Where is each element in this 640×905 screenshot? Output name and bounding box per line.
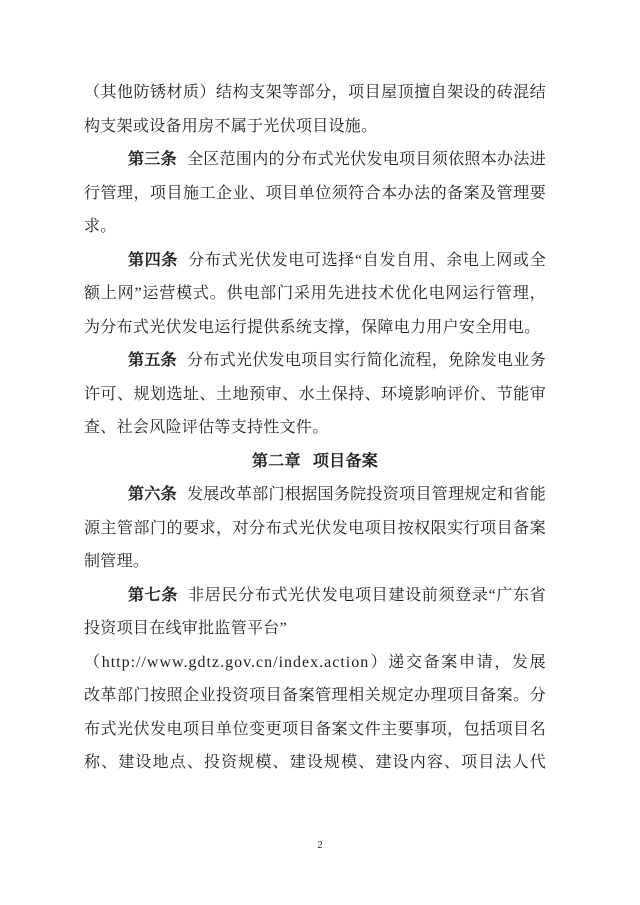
article-7-label: 第七条 <box>128 586 179 604</box>
article-3 <box>84 143 546 244</box>
paragraph-url-continuation <box>84 646 546 780</box>
chapter-2-heading <box>84 445 546 479</box>
paragraph-continuation-top: （其他防锈材质）结构支架等部分，项目屋顶擅自架设的砖混结构支架或设备用房不属于光伏项目设施。 <box>84 84 546 135</box>
article-3-label: 第三条 <box>128 151 177 168</box>
document-body <box>84 76 546 780</box>
paragraph-url-continuation-text: ）递交备案申请，发展改革部门按照企业投资项目备案管理相关规定办理项目备案。分布式光伏发电项目单位变更项目备案文件主要事项，包括项目名称、建设地点、投资规模、建设规模、建设内容、项目法人代 <box>84 653 546 771</box>
article-5 <box>84 344 546 445</box>
article-6 <box>84 478 546 579</box>
article-7-text: 非居民分布式光伏发电项目建设前须登录“广东省投资项目在线审批监管平台” <box>84 586 546 637</box>
page-number: 2 <box>317 839 323 851</box>
article-5-text: 分布式光伏发电项目实行简化流程，免除发电业务许可、规划选址、土地预审、水土保持、环境影响评价、节能审查、社会风险评估等支持性文件。 <box>84 352 546 436</box>
chapter-2-title: 项目备案 <box>312 452 379 470</box>
article-3-text: 全区范围内的分布式光伏发电项目须依照本办法进行管理，项目施工企业、项目单位须符合本办法的备案及管理要求。 <box>84 151 546 235</box>
article-4-label: 第四条 <box>128 251 179 269</box>
article-5-label: 第五条 <box>128 352 177 369</box>
platform-url: http://www.gdtz.gov.cn/index.action <box>101 653 370 671</box>
article-4 <box>84 244 546 345</box>
article-7 <box>84 579 546 646</box>
chapter-2-label: 第二章 <box>251 452 301 470</box>
article-6-text: 发展改革部门根据国务院投资项目管理规定和省能源主管部门的要求，对分布式光伏发电项目按权限实行项目备案制管理。 <box>84 486 546 570</box>
url-open-paren: （ <box>84 653 102 671</box>
article-6-label: 第六条 <box>128 486 177 503</box>
article-4-text: 分布式光伏发电可选择“自发自用、余电上网或全额上网”运营模式。供电部门采用先进技术优化电网运行管理，为分布式光伏发电运行提供系统支撑，保障电力用户安全用电。 <box>84 251 546 336</box>
